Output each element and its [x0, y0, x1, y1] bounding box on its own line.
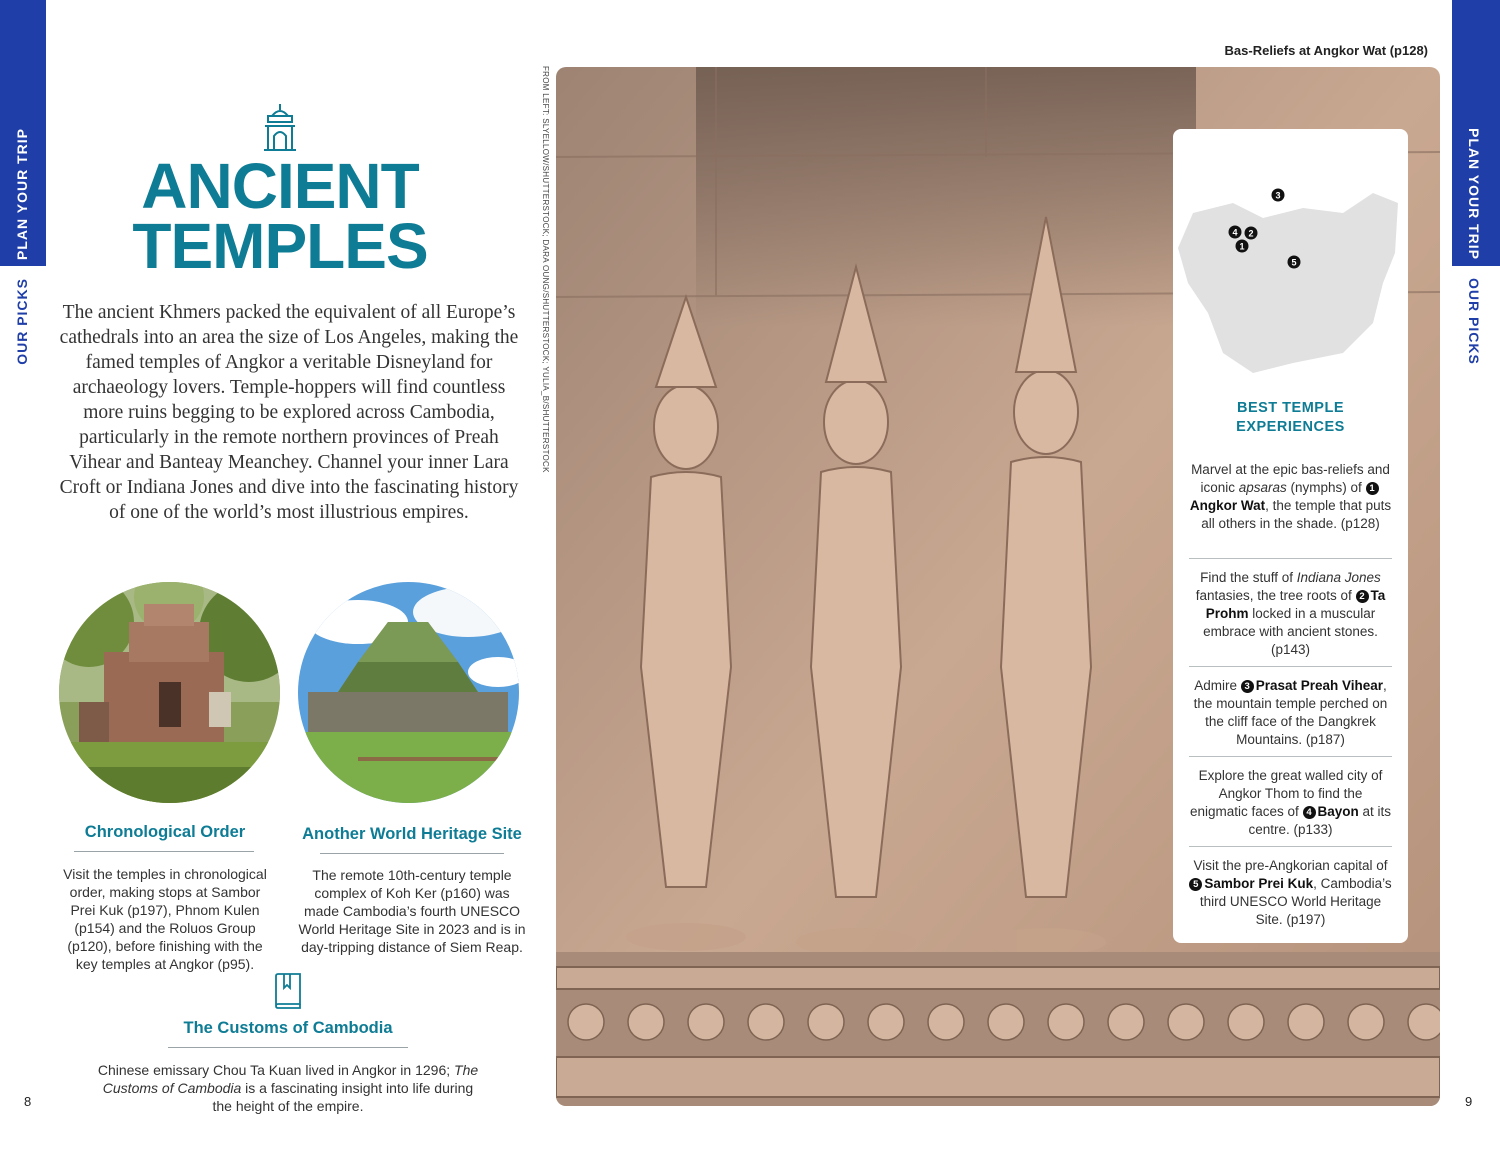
divider — [1189, 666, 1392, 667]
photo-koh-ker-pyramid — [298, 582, 519, 803]
divider — [320, 853, 504, 854]
map-marker-1: 1 — [1239, 241, 1245, 252]
side-subsection-label: OUR PICKS — [14, 278, 30, 365]
number-badge: 2 — [1356, 590, 1369, 603]
experience-item: Marvel at the epic bas-reliefs and iconic apsaras (nymphs) of 1Angkor Wat, the temple that puts all others in the shade. (p128) — [1189, 462, 1392, 531]
best-experiences-title — [1173, 399, 1408, 437]
customs-text — [94, 1061, 482, 1115]
cambodia-map — [1173, 173, 1408, 373]
map-marker-2: 2 — [1248, 228, 1254, 239]
number-badge: 5 — [1189, 878, 1202, 891]
map-marker-4: 4 — [1232, 227, 1238, 238]
customs-title: The Customs of Cambodia — [183, 1019, 393, 1037]
map-marker-3: 3 — [1275, 190, 1281, 201]
divider — [1189, 846, 1392, 847]
number-badge: 4 — [1303, 806, 1316, 819]
divider — [168, 1047, 408, 1048]
customs-text-part: is a fascinating insight into life during the height of the empire. — [212, 1080, 474, 1114]
side-section-label: PLAN YOUR TRIP — [1466, 128, 1482, 260]
page-number-right: 9 — [1465, 1094, 1473, 1109]
map-marker-5: 5 — [1291, 257, 1297, 268]
best-experiences-box — [1173, 129, 1408, 943]
side-section-label: PLAN YOUR TRIP — [14, 128, 30, 260]
divider — [1189, 558, 1392, 559]
photo-credit: FROM LEFT: SLYELLOW/SHUTTERSTOCK; DARA OUNG/SHUTTERSTOCK; YULIA_B/SHUTTERSTOCK — [541, 66, 550, 473]
feature-text: Visit the temples in chronological order, making stops at Sambor Prei Kuk (p197), Phnom Kulen (p154) and the Roluos Group (p120), before finishing with the key temples at Angkor (p95). — [63, 866, 267, 972]
feature-title: Another World Heritage Site — [302, 825, 522, 843]
experience-item: Visit the pre-Angkorian capital of 5 Sambor Prei Kuk, Cambodia’s third UNESCO World Heritage Site. (p197) — [1189, 857, 1392, 929]
feature-text: The remote 10th-century temple complex of Koh Ker (p160) was made Cambodia’s fourth UNESCO World Heritage Site in 2023 and is in day-tripping distance of Siem Reap. — [298, 867, 526, 955]
title-line: TEMPLES — [132, 210, 428, 282]
title-line: ANCIENT — [141, 150, 419, 222]
customs-text-part: Chinese emissary Chou Ta Kuan lived in Angkor in 1296; — [97, 1062, 455, 1078]
divider — [74, 851, 254, 852]
page-number-left: 8 — [24, 1094, 32, 1109]
number-badge: 3 — [1241, 680, 1254, 693]
experience-item: Find the stuff of Indiana Jones fantasies, the tree roots of 2 Ta Prohm locked in a muscular embrace with ancient stones. (p143) — [1195, 570, 1386, 657]
title-line: BEST TEMPLE — [1236, 400, 1344, 416]
side-subsection-label: OUR PICKS — [1466, 278, 1482, 365]
photo-brick-temple — [59, 582, 280, 803]
divider — [1189, 756, 1392, 757]
experience-item: Admire 3 Prasat Preah Vihear, the mountain temple perched on the cliff face of the Dangkrek Mountains. (p187) — [1193, 678, 1388, 747]
customs-book-title: The Customs of Cambodia — [102, 1062, 479, 1096]
intro-paragraph: The ancient Khmers packed the equivalent of all Europe’s cathedrals into an area the size of Los Angeles, making the famed temples of Angkor a veritable Disneyland for archaeology lovers. Temple-hoppers will find countless more ruins begging to be explored across Cambodia, particularly in the remote northern provinces of Preah Vihear and Banteay Meanchey. Channel your inner Lara Croft or Indiana Jones and dive into the fascinating history of one of the world’s most illustrious empires. — [59, 302, 519, 523]
number-badge: 1 — [1366, 482, 1379, 495]
page-title — [60, 150, 500, 282]
book-icon — [272, 972, 304, 1010]
feature-title: Chronological Order — [84, 823, 246, 841]
title-line: EXPERIENCES — [1236, 419, 1345, 435]
temple-icon — [262, 102, 298, 152]
photo-caption: Bas-Reliefs at Angkor Wat (p128) — [1224, 43, 1428, 58]
experience-item: Explore the great walled city of Angkor Thom to find the enigmatic faces of 4 Bayon at its centre. (p133) — [1189, 768, 1392, 837]
